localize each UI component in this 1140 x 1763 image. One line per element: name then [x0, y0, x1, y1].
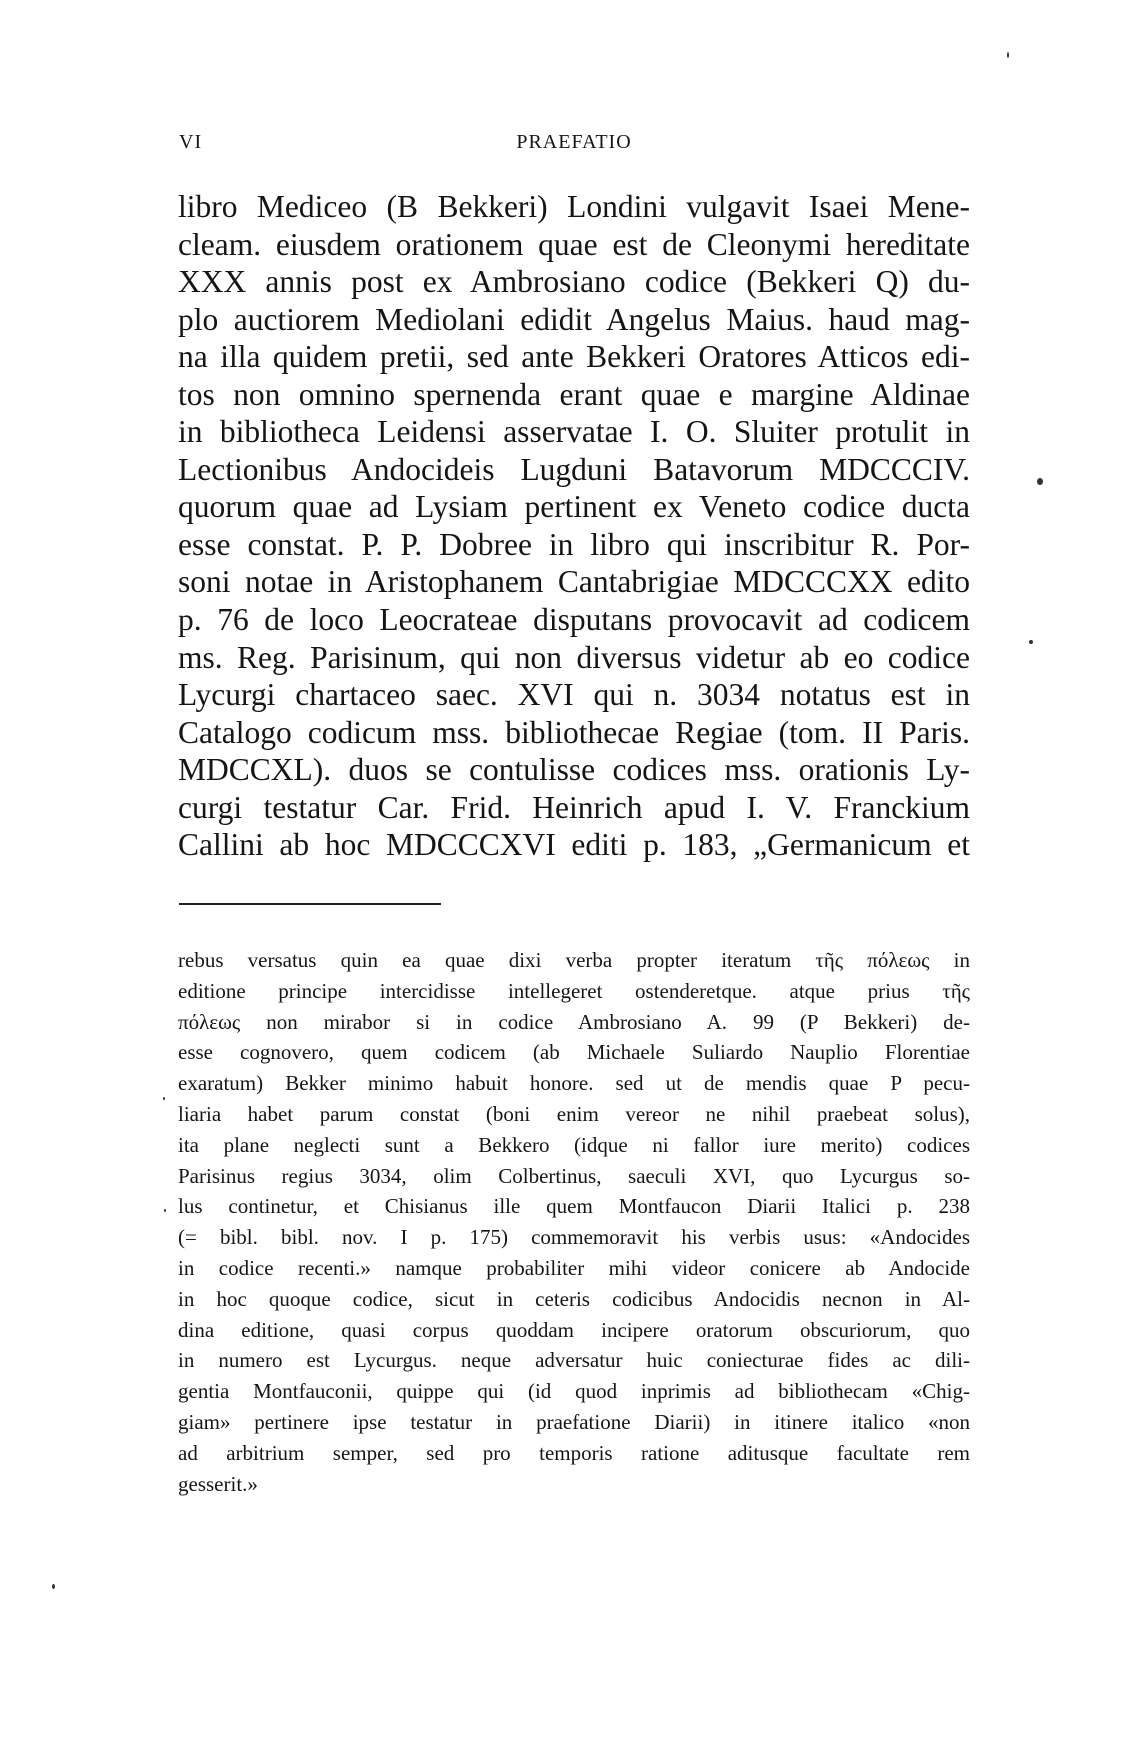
main-text-line: na illa quidem pretii, sed ante Bekkeri Oratores Atticos edi- — [178, 339, 970, 375]
footnote-line: rebus versatus quin ea quae dixi verba propter iteratum τῆς πόλεως in — [178, 948, 970, 972]
scan-speck — [163, 1097, 165, 1100]
footnote-line: gentia Montfauconii, quippe qui (id quod inprimis ad bibliothecam «Chig- — [178, 1379, 970, 1404]
main-text-line: MDCCXL). duos se contulisse codices mss. orationis Ly- — [178, 752, 970, 788]
footnote-line: in hoc quoque codice, sicut in ceteris codicibus Andocidis necnon in Al- — [178, 1286, 970, 1311]
main-text-line: curgi testatur Car. Frid. Heinrich apud I. V. Franckium — [178, 789, 970, 825]
main-text-line: XXX annis post ex Ambrosiano codice (Bekkeri Q) du- — [178, 264, 970, 300]
footnote-line: πόλεως non mirabor si in codice Ambrosiano A. 99 (P Bekkeri) de- — [178, 1009, 970, 1034]
main-text-line: Lycurgi chartaceo saec. XVI qui n. 3034 notatus est in — [178, 677, 970, 713]
running-title: PRAEFATIO — [516, 131, 632, 153]
footnote-line: esse cognovero, quem codicem (ab Michaele Suliardo Nauplio Florentiae — [178, 1040, 970, 1065]
main-text-line: cleam. eiusdem orationem quae est de Cleonymi hereditate — [178, 226, 970, 262]
main-text-line: in bibliotheca Leidensi asservatae I. O. Sluiter protulit in — [178, 414, 970, 450]
main-text-line: esse constat. P. P. Dobree in libro qui inscribitur R. Por- — [178, 526, 970, 562]
footnote-line: editione principe intercidisse intellegeret ostenderetque. atque prius τῆς — [178, 978, 970, 1003]
footnote-line: ita plane neglecti sunt a Bekkero (idque ni fallor iure merito) codices — [178, 1132, 970, 1157]
page-number: VI — [179, 131, 203, 153]
footnote-line: in codice recenti.» namque probabiliter mihi videor conicere ab Andocide — [178, 1255, 970, 1280]
footnote-line: lus continetur, et Chisianus ille quem Montfaucon Diarii Italici p. 238 — [178, 1194, 970, 1219]
main-text-line: Catalogo codicum mss. bibliothecae Regiae (tom. II Paris. — [178, 714, 970, 750]
footnote-line: gesserit.» — [178, 1471, 258, 1496]
main-text-line: tos non omnino spernenda erant quae e margine Aldinae — [178, 376, 970, 412]
scan-speck — [1029, 640, 1033, 644]
footnote-line: in numero est Lycurgus. neque adversatur huic coniecturae fides ac dili- — [178, 1348, 970, 1373]
main-text-line: ms. Reg. Parisinum, qui non diversus videtur ab eo codice — [178, 639, 970, 675]
main-text-line: plo auctiorem Mediolani edidit Angelus Maius. haud mag- — [178, 301, 970, 337]
main-text-line: Callini ab hoc MDCCCXVI editi p. 183, „Germanicum et — [178, 827, 970, 863]
footnote-line: dina editione, quasi corpus quoddam incipere oratorum obscuriorum, quo — [178, 1317, 970, 1342]
footnote-line: giam» pertinere ipse testatur in praefatione Diarii) in itinere italico «non — [178, 1409, 970, 1434]
main-text-block — [178, 188, 970, 864]
footnote-line: liaria habet parum constat (boni enim vereor ne nihil praebeat solus), — [178, 1101, 970, 1126]
scan-speck — [164, 1209, 166, 1212]
footnote-line: (= bibl. bibl. nov. I p. 175) commemoravit his verbis usus: «Andocides — [178, 1225, 970, 1250]
footnote-line: Parisinus regius 3034, olim Colbertinus, saeculi XVI, quo Lycurgus so- — [178, 1163, 970, 1188]
footnote-separator-rule — [179, 903, 441, 905]
footnote-line: exaratum) Bekker minimo habuit honore. sed ut de mendis quae P pecu- — [178, 1071, 970, 1096]
scan-speck — [52, 1584, 55, 1589]
main-text-line: p. 76 de loco Leocrateae disputans provocavit ad codicem — [178, 602, 970, 638]
main-text-line: Lectionibus Andocideis Lugduni Batavorum MDCCCIV. — [178, 451, 970, 487]
main-text-line: quorum quae ad Lysiam pertinent ex Veneto codice ducta — [178, 489, 970, 525]
main-text-line: soni notae in Aristophanem Cantabrigiae MDCCCXX edito — [178, 564, 970, 600]
main-text-line: libro Mediceo (B Bekkeri) Londini vulgavit Isaei Mene- — [178, 189, 970, 224]
footnote-line: ad arbitrium semper, sed pro temporis ratione aditusque facultate rem — [178, 1440, 970, 1465]
scan-speck — [1037, 478, 1043, 485]
scan-speck — [1007, 52, 1009, 58]
footnote-block — [178, 945, 970, 1499]
running-header — [179, 131, 969, 161]
